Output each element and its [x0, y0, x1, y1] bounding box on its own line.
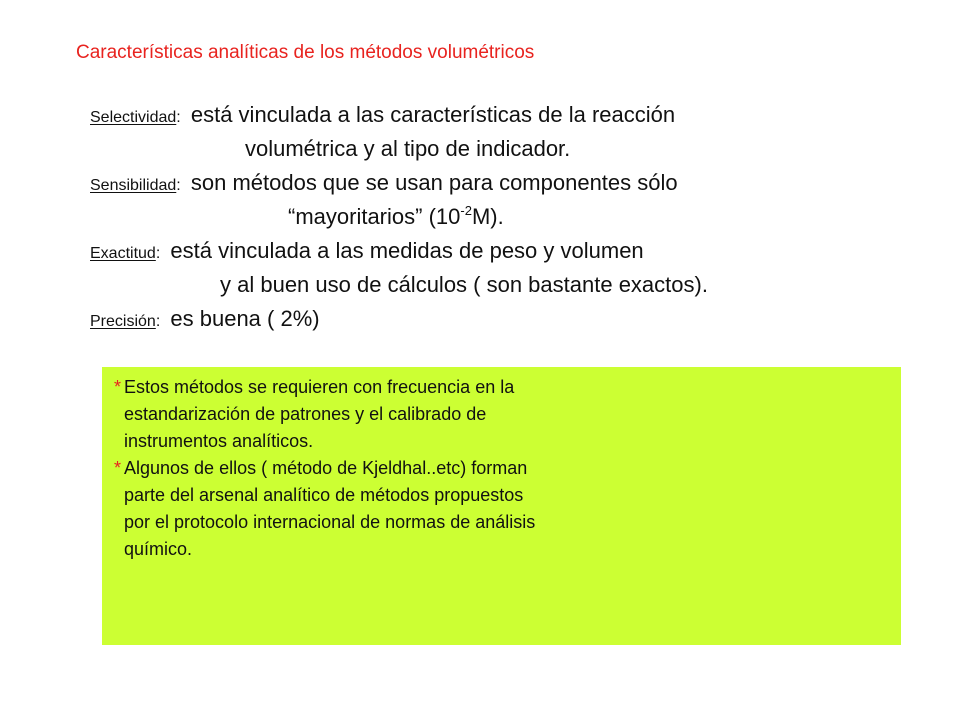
- property-exactitud-line1: [90, 234, 890, 268]
- note-line: Estos métodos se requieren con frecuencia en la: [124, 377, 515, 397]
- note-line: por el protocolo internacional de normas de análisis: [124, 512, 536, 532]
- concentration-text: “mayoritarios” (10: [288, 204, 461, 229]
- concentration-unit: M).: [471, 204, 504, 229]
- property-term: Selectividad: [90, 109, 177, 126]
- note-item-2: [114, 455, 901, 563]
- note-line: parte del arsenal analítico de métodos propuestos: [124, 485, 524, 505]
- property-selectividad-line2: [90, 132, 890, 166]
- property-sensibilidad-line1: [90, 166, 890, 200]
- property-colon: :: [155, 245, 161, 262]
- property-exactitud-line2: [90, 268, 890, 302]
- bullet-asterisk: *: [114, 458, 122, 478]
- property-description: está vinculada a las características de la reacción: [190, 102, 676, 127]
- property-term: Exactitud: [90, 245, 156, 262]
- property-description: es buena ( 2%): [170, 306, 320, 331]
- property-term: Sensibilidad: [90, 177, 177, 194]
- property-selectividad-line1: [90, 98, 890, 132]
- property-description: son métodos que se usan para componentes sólo: [190, 170, 678, 195]
- property-colon: :: [155, 313, 161, 330]
- property-sensibilidad-line2: [90, 200, 890, 234]
- property-precision-line1: [90, 302, 890, 336]
- property-description-continued: [90, 200, 890, 234]
- note-box: [102, 367, 901, 645]
- note-line: instrumentos analíticos.: [124, 431, 314, 451]
- property-term: Precisión: [90, 313, 156, 330]
- note-line: Algunos de ellos ( método de Kjeldhal..etc) forman: [124, 458, 528, 478]
- note-line: químico.: [124, 539, 193, 559]
- note-item-1: [114, 374, 901, 455]
- property-colon: :: [176, 109, 181, 126]
- properties-list: [90, 98, 890, 336]
- property-description-continued: volumétrica y al tipo de indicador.: [245, 136, 571, 161]
- note-line: estandarización de patrones y el calibrado de: [124, 404, 487, 424]
- property-description: está vinculada a las medidas de peso y volumen: [170, 238, 644, 263]
- bullet-asterisk: *: [114, 377, 122, 397]
- concentration-exponent: -2: [460, 203, 472, 218]
- property-colon: :: [176, 177, 181, 194]
- property-description-continued: y al buen uso de cálculos ( son bastante exactos).: [220, 272, 708, 297]
- page-title: Características analíticas de los métodos volumétricos: [76, 42, 535, 63]
